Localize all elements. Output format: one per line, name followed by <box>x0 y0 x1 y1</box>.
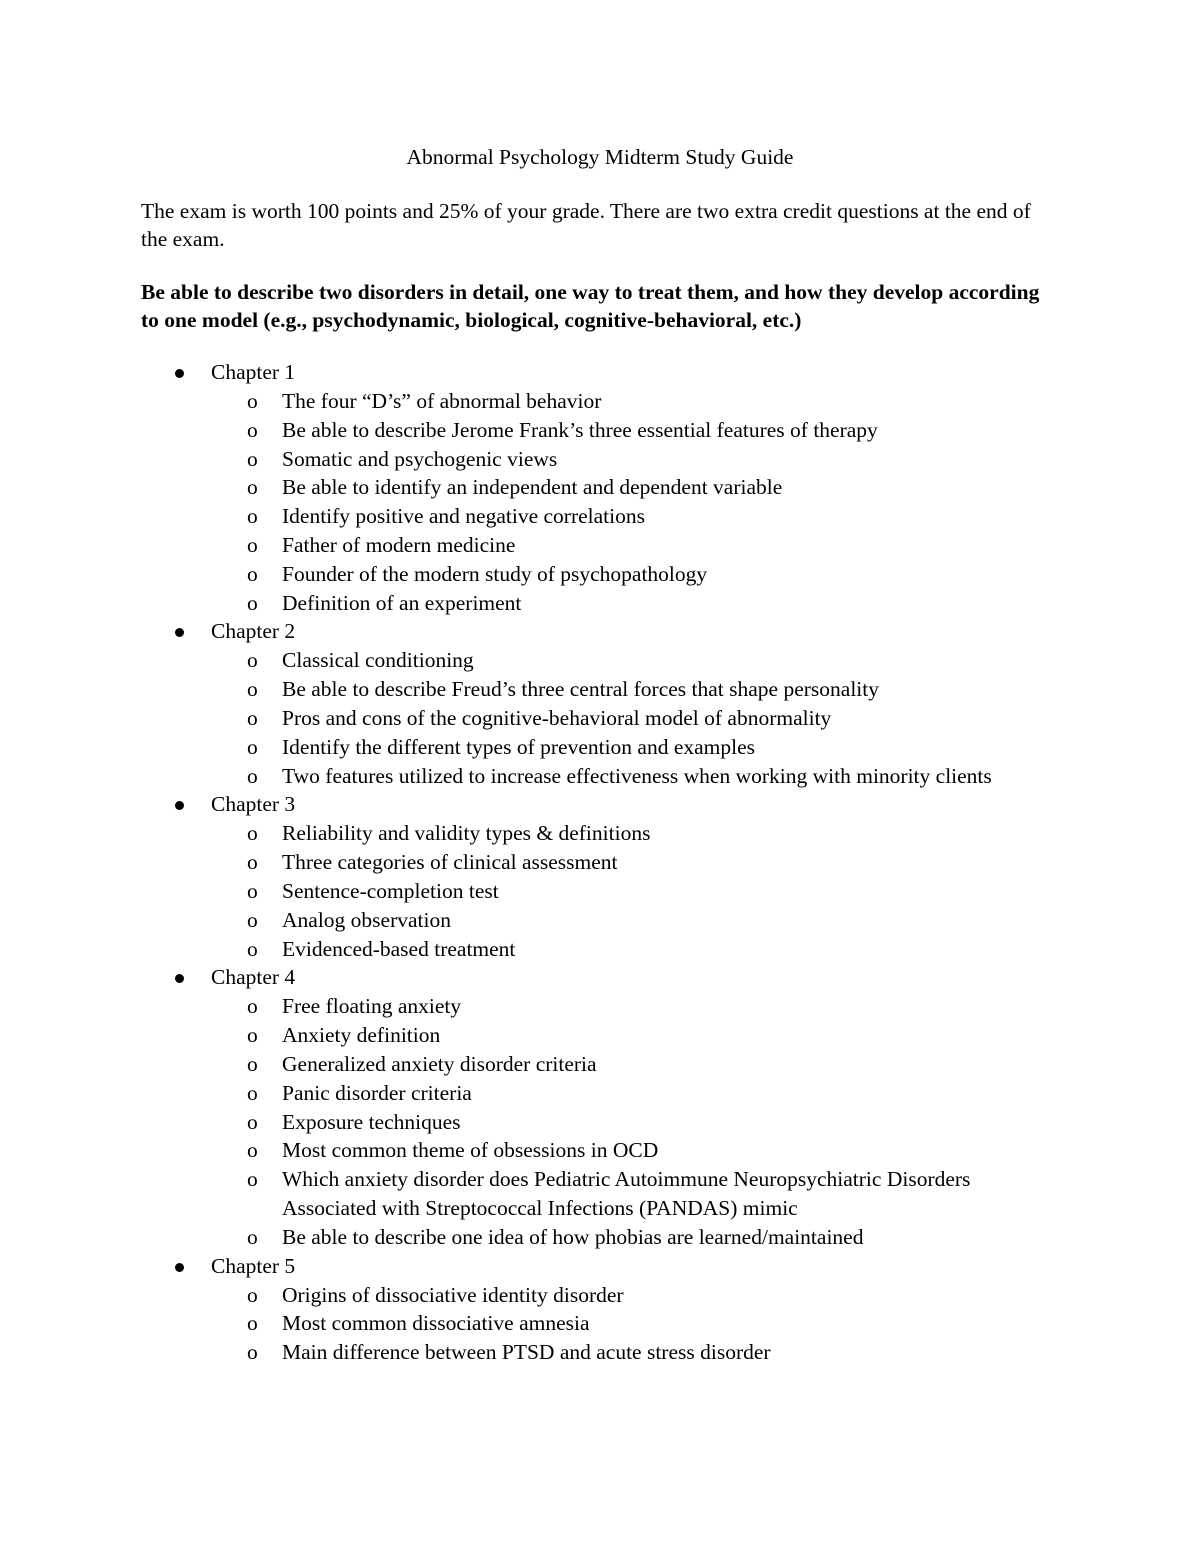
chapter-outline <box>0 358 1200 1367</box>
intro-paragraph: The exam is worth 100 points and 25% of your grade. There are two extra credit questions at the end of the exam. <box>141 199 1031 251</box>
list-item-text: Founder of the modern study of psychopathology <box>282 561 708 586</box>
bullet-icon <box>175 974 184 983</box>
chapter-heading <box>0 1252 1200 1281</box>
list-item-text: Be able to describe Jerome Frank’s three essential features of therapy <box>282 417 878 442</box>
list-item-text: Three categories of clinical assessment <box>282 850 618 875</box>
chapter-heading <box>0 790 1200 819</box>
list-item <box>0 1079 1042 1108</box>
list-item-text: Pros and cons of the cognitive-behavioral model of abnormality <box>282 705 832 730</box>
document-title: Abnormal Psychology Midterm Study Guide <box>406 145 794 169</box>
sub-bullet-icon: o <box>247 821 258 846</box>
chapter-heading <box>0 358 1200 387</box>
chapter-section <box>0 790 1200 963</box>
list-item-text: Father of modern medicine <box>282 532 516 557</box>
list-item <box>0 589 1042 618</box>
sub-bullet-icon: o <box>247 1080 258 1105</box>
sub-bullet-icon: o <box>247 504 258 529</box>
list-item-text: Reliability and validity types & definitions <box>282 821 651 846</box>
list-item <box>0 1136 1042 1165</box>
emphasis-paragraph: Be able to describe two disorders in detail, one way to treat them, and how they develop according to one model (e.g., psychodynamic, biological, cognitive-behavioral, etc.) <box>141 280 1040 332</box>
chapter-label: Chapter 3 <box>211 792 296 817</box>
chapter-section <box>0 358 1200 617</box>
sub-bullet-icon: o <box>247 994 258 1019</box>
list-item <box>0 560 1042 589</box>
list-item <box>0 531 1042 560</box>
sub-bullet-icon: o <box>247 389 258 413</box>
list-item <box>0 906 1042 935</box>
list-item-text: Most common dissociative amnesia <box>282 1311 590 1336</box>
sub-bullet-icon: o <box>247 850 258 875</box>
chapter-label: Chapter 5 <box>211 1253 296 1278</box>
list-item <box>0 762 1042 791</box>
list-item-text: The four “D’s” of abnormal behavior <box>282 389 602 413</box>
list-item <box>0 1338 1042 1367</box>
list-item <box>0 473 1042 502</box>
chapter-section <box>0 617 1200 790</box>
list-item-text: Identify the different types of prevention and examples <box>282 734 756 759</box>
list-item-text: Most common theme of obsessions in OCD <box>282 1138 659 1163</box>
chapter-section <box>0 963 1200 1251</box>
list-item <box>0 1050 1042 1079</box>
sub-bullet-icon: o <box>247 1340 258 1365</box>
chapter-label: Chapter 1 <box>211 360 296 384</box>
list-item-text: Generalized anxiety disorder criteria <box>282 1051 597 1076</box>
list-item <box>0 733 1042 762</box>
list-item <box>0 877 1042 906</box>
list-item <box>0 1281 1042 1310</box>
sub-bullet-icon: o <box>247 1282 258 1307</box>
bullet-icon <box>175 1263 184 1272</box>
sub-bullet-icon: o <box>247 1051 258 1076</box>
chapter-section <box>0 1252 1200 1367</box>
list-item-text: Which anxiety disorder does Pediatric Autoimmune Neuropsychiatric Disorders Associated with Streptococcal Infections (PANDAS) mimic <box>282 1167 971 1220</box>
list-item <box>0 935 1042 964</box>
bullet-icon <box>175 628 184 637</box>
list-item-text: Definition of an experiment <box>282 590 522 615</box>
list-item-text: Sentence-completion test <box>282 878 499 903</box>
list-item-text: Somatic and psychogenic views <box>282 446 558 471</box>
sub-bullet-icon: o <box>247 1138 258 1163</box>
sub-bullet-icon: o <box>247 1167 258 1192</box>
list-item <box>0 848 1042 877</box>
chapter-heading <box>0 963 1200 992</box>
sub-bullet-icon: o <box>247 705 258 730</box>
sub-bullet-icon: o <box>247 590 258 615</box>
list-item <box>0 1165 1042 1223</box>
list-item <box>0 1309 1042 1338</box>
list-item-text: Two features utilized to increase effectiveness when working with minority clients <box>282 763 992 788</box>
list-item-text: Anxiety definition <box>282 1023 441 1048</box>
list-item <box>0 992 1042 1021</box>
sub-bullet-icon: o <box>247 734 258 759</box>
list-item-text: Main difference between PTSD and acute stress disorder <box>282 1340 771 1365</box>
list-item <box>0 675 1042 704</box>
list-item <box>0 502 1042 531</box>
list-item-text: Panic disorder criteria <box>282 1080 472 1105</box>
list-item <box>0 819 1042 848</box>
list-item-text: Origins of dissociative identity disorder <box>282 1282 624 1307</box>
list-item-text: Identify positive and negative correlations <box>282 504 645 529</box>
list-item <box>0 1108 1042 1137</box>
list-item-text: Be able to identify an independent and dependent variable <box>282 475 783 500</box>
sub-bullet-icon: o <box>247 907 258 932</box>
sub-bullet-icon: o <box>247 446 258 471</box>
chapter-label: Chapter 4 <box>211 965 296 990</box>
chapter-heading <box>0 617 1200 646</box>
list-item <box>0 416 1042 445</box>
sub-bullet-icon: o <box>247 532 258 557</box>
bullet-icon <box>175 369 184 378</box>
sub-bullet-icon: o <box>247 475 258 500</box>
sub-bullet-icon: o <box>247 1109 258 1134</box>
list-item <box>0 387 1042 416</box>
sub-bullet-icon: o <box>247 417 258 442</box>
list-item <box>0 1021 1042 1050</box>
list-item-text: Exposure techniques <box>282 1109 461 1134</box>
list-item <box>0 445 1042 474</box>
sub-bullet-icon: o <box>247 561 258 586</box>
list-item <box>0 646 1042 675</box>
sub-bullet-icon: o <box>247 763 258 788</box>
sub-bullet-icon: o <box>247 1023 258 1048</box>
chapter-label: Chapter 2 <box>211 619 296 644</box>
list-item-text: Classical conditioning <box>282 648 474 673</box>
list-item-text: Be able to describe Freud’s three central forces that shape personality <box>282 677 879 702</box>
list-item-text: Be able to describe one idea of how phobias are learned/maintained <box>282 1224 864 1249</box>
sub-bullet-icon: o <box>247 878 258 903</box>
list-item-text: Free floating anxiety <box>282 994 462 1019</box>
list-item-text: Evidenced-based treatment <box>282 936 516 961</box>
sub-bullet-icon: o <box>247 648 258 673</box>
list-item <box>0 704 1042 733</box>
list-item <box>0 1223 1042 1252</box>
sub-bullet-icon: o <box>247 1311 258 1336</box>
list-item-text: Analog observation <box>282 907 451 932</box>
sub-bullet-icon: o <box>247 1224 258 1249</box>
sub-bullet-icon: o <box>247 936 258 961</box>
bullet-icon <box>175 801 184 810</box>
sub-bullet-icon: o <box>247 677 258 702</box>
